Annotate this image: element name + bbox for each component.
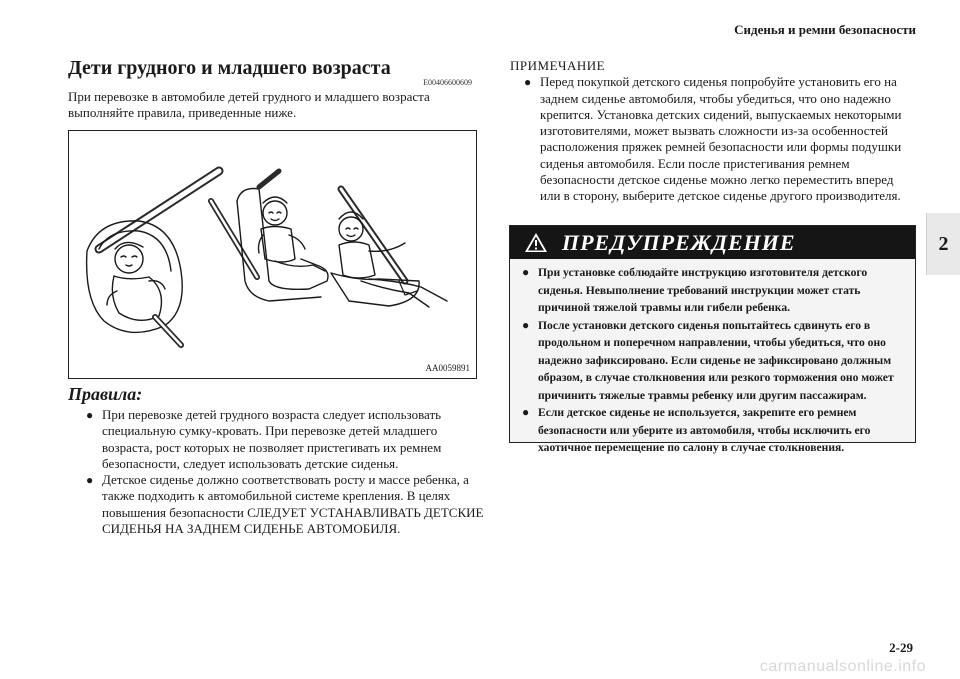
rules-item	[86, 472, 484, 537]
note-item-text: Перед покупкой детского сиденья попробуйте установить его на заднем сиденье автомобиля, чтобы убедиться, что оно надежно крепится. Установка детских сидений, выпускаемых некоторыми изготовителями, может вызвать сложности из-за особенностей расположения пряжек ремней безопасности или формы подушки сиденья автомобиля. Если после пристегивания ремнем безопасности детское сиденье можно легко переместить вперед или в сторону, выберите детское сиденье другого производителя.	[540, 74, 902, 204]
section-code: E00406600609	[423, 78, 472, 87]
rules-item	[86, 407, 484, 472]
running-head: Сиденья и ремни безопасности	[734, 22, 916, 37]
bullet-icon: ●	[522, 265, 530, 279]
bullet-icon: ●	[86, 408, 94, 422]
note-block	[510, 58, 915, 205]
warning-header	[510, 226, 915, 259]
bullet-icon: ●	[522, 405, 530, 419]
rules-list	[86, 407, 484, 537]
warning-box	[509, 225, 916, 454]
rules-item-text: Детское сиденье должно соответствовать росту и массе ребенка, а также подходить к автомобильной системе крепления. В целях повышения безопасности СЛЕДУЕТ УСТАНАВЛИВАТЬ ДЕТСКИЕ СИДЕНЬЯ НА ЗАДНЕМ СИДЕНЬЕ АВТОМОБИЛЯ.	[102, 472, 484, 537]
toddler-head	[263, 201, 287, 225]
section-header	[68, 56, 478, 121]
warning-triangle-icon	[524, 232, 548, 253]
bullet-icon: ●	[86, 473, 94, 488]
page-number: 2-29	[889, 640, 913, 655]
rules-item-text: При перевозке детей грудного возраста следует использовать специальную сумку-кровать. При перевозке детей младшего возраста, рост которых не позволяет пристегивать их ремнем безопасности, следует использовать детские сиденья.	[102, 407, 442, 471]
section-title: Дети грудного и младшего возраста	[68, 57, 391, 79]
bullet-icon: ●	[524, 75, 532, 90]
warning-item-text: Если детское сиденье не используется, закрепите его ремнем безопасности или уберите из автомобиля, чтобы исключить его хаотичное перемещение по салону в случае столкновения.	[538, 406, 871, 454]
note-item	[510, 74, 915, 204]
warning-item	[522, 264, 905, 317]
child-seats-drawing	[69, 131, 476, 378]
chapter-tab: 2	[926, 213, 960, 275]
note-title: ПРИМЕЧАНИЕ	[510, 58, 606, 73]
figure-code: AA0059891	[425, 363, 470, 373]
child-seats-illustration	[68, 130, 477, 379]
warning-item	[522, 317, 905, 405]
bullet-icon: ●	[522, 317, 530, 332]
infant-head	[115, 245, 143, 273]
rules-title: Правила:	[68, 384, 143, 404]
warning-list	[510, 259, 915, 457]
warning-title: ПРЕДУПРЕЖДЕНИЕ	[562, 229, 796, 255]
section-intro: При перевозке в автомобиле детей грудного и младшего возраста выполняйте правила, приведенные ниже.	[68, 89, 430, 120]
watermark: carmanualsonline.info	[759, 658, 926, 675]
warning-item-text: При установке соблюдайте инструкцию изготовителя детского сиденья. Невыполнение требований инструкции может стать причиной тяжелой травмы или гибели ребенка.	[538, 266, 868, 314]
child-head	[339, 217, 363, 241]
infant-carrier	[87, 221, 183, 333]
warning-item-text: После установки детского сиденья попытайтесь сдвинуть его в продольном и поперечном направлении, чтобы убедиться, что оно надежно зафиксировано. Если сиденье не зафиксировано должным образом, в случае столкновения или резкого торможения оно может причинить тяжелые травмы ребенку или другим пассажирам.	[538, 318, 894, 402]
warning-item	[522, 404, 905, 457]
